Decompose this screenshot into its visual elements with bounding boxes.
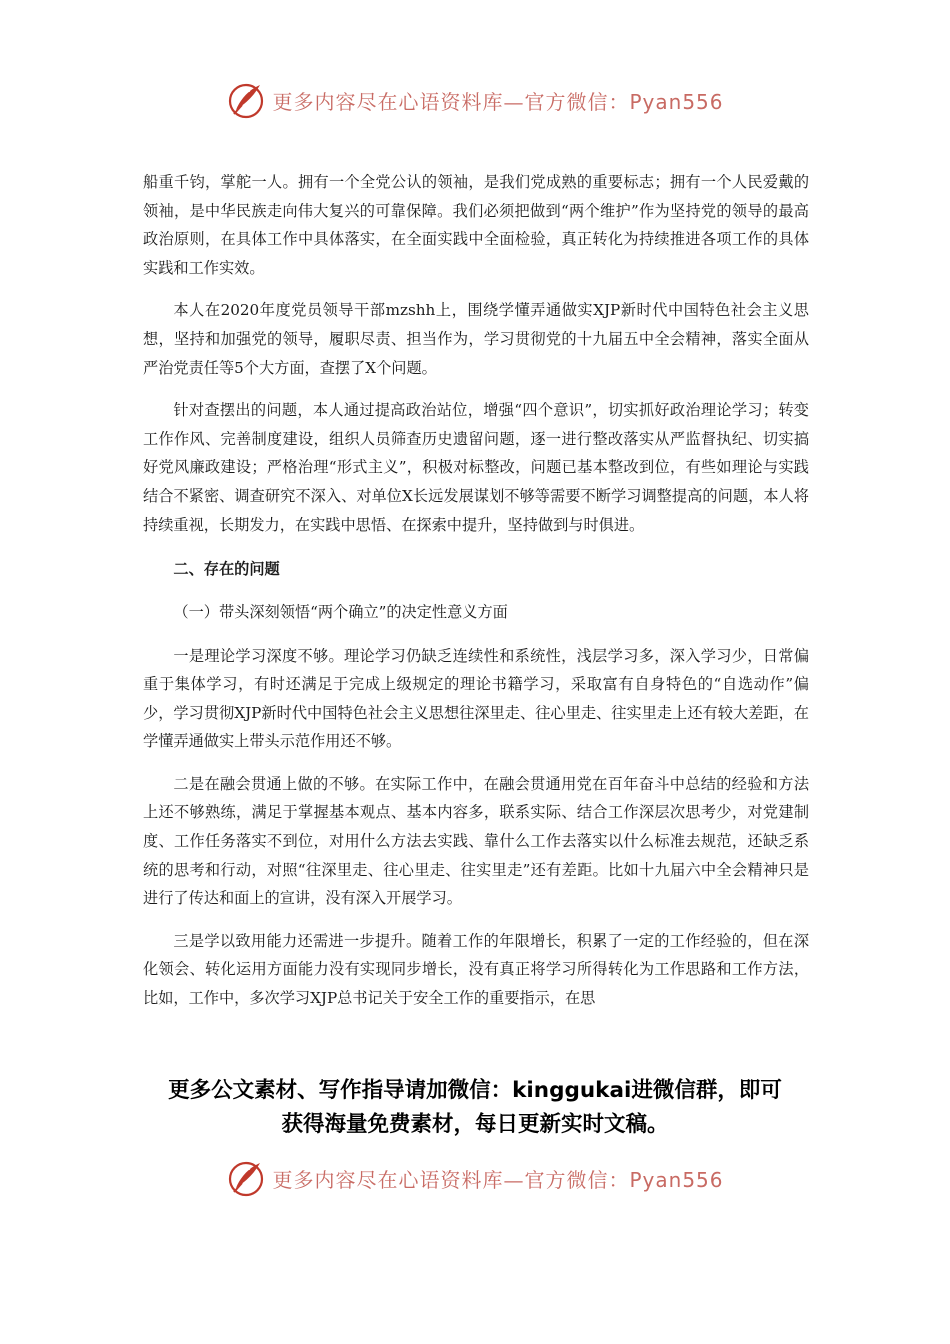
quill-logo-icon — [226, 1158, 266, 1198]
paragraph-summary: 本人在2020年度党员领导干部mzshh上，围绕学懂弄通做实XJP新时代中国特色社会主义思想，坚持和加强党的领导，履职尽责、担当作为，学习贯彻党的十九届五中全会精神，落实全面从严治党责任等5个大方面，查摆了X个问题。 — [143, 301, 809, 377]
footer-watermark-banner — [0, 1156, 950, 1200]
document-body — [143, 168, 809, 1013]
paragraph-problem-3: 三是学以致用能力还需进一步提升。随着工作的年限增长，积累了一定的工作经验的，但在深化领会、转化运用方面能力没有实现同步增长，没有真正将学习所得转化为工作思路和工作方法，比如，工作中，多次学习XJP总书记关于安全工作的重要指示，在思 — [143, 931, 809, 1008]
promo-line-1: 更多公文素材、写作指导请加微信：kinggukai进微信群，即可 — [168, 1078, 782, 1103]
banner-chinese: 更多内容尽在心语资料库—官方微信： — [272, 1167, 630, 1192]
section-heading: 二、存在的问题 — [173, 560, 280, 579]
paragraph-intro: 船重千钧，掌舵一人。拥有一个全党公认的领袖，是我们党成熟的重要标志；拥有一个人民爱戴的领袖，是中华民族走向伟大复兴的可靠保障。我们必须把做到“两个维护”作为坚持党的领导的最高政治原则，在具体工作中具体落实，在全面实践中全面检验，真正转化为持续推进各项工作的具体实践和工作实效。 — [143, 173, 809, 277]
subsection-heading: （一）带头深刻领悟“两个确立”的决定性意义方面 — [173, 603, 508, 622]
banner-text — [272, 1164, 723, 1193]
banner-text — [272, 86, 723, 115]
banner-chinese: 更多内容尽在心语资料库—官方微信： — [272, 89, 630, 114]
promo-notice — [0, 1074, 950, 1142]
paragraph-problem-2: 二是在融会贯通上做的不够。在实际工作中，在融会贯通用党在百年奋斗中总结的经验和方法上还不够熟练，满足于掌握基本观点、基本内容多，联系实际、结合工作深层次思考少，对党建制度、工作任务落实不到位，对用什么方法去实践、靠什么工作去落实以什么标准去规范，还缺乏系统的思考和行动，对照“往深里走、往心里走、往实里走”还有差距。比如十九届六中全会精神只是进行了传达和面上的宣讲，没有深入开展学习。 — [143, 774, 809, 908]
banner-wechat-id: Pyan556 — [629, 1167, 724, 1192]
promo-line-2: 获得海量免费素材，每日更新实时文稿。 — [281, 1112, 669, 1137]
paragraph-problem-1: 一是理论学习深度不够。理论学习仍缺乏连续性和系统性，浅层学习多，深入学习少，日常偏重于集体学习，有时还满足于完成上级规定的理论书籍学习，采取富有自身特色的“自选动作”偏少，学习贯彻XJP新时代中国特色社会主义思想往深里走、往心里走、往实里走上还有较大差距，在学懂弄通做实上带头示范作用还不够。 — [143, 646, 809, 751]
paragraph-rectification: 针对查摆出的问题，本人通过提高政治站位，增强“四个意识”，切实抓好政治理论学习；转变工作作风、完善制度建设，组织人员筛查历史遗留问题，逐一进行整改落实从严监督执纪、切实搞好党风廉政建设；严格治理“形式主义”，积极对标整改，问题已基本整改到位，有些如理论与实践结合不紧密、调查研究不深入、对单位X长远发展谋划不够等需要不断学习调整提高的问题，本人将持续重视，长期发力，在实践中思悟、在探索中提升，坚持做到与时俱进。 — [143, 401, 809, 534]
banner-wechat-id: Pyan556 — [629, 89, 724, 114]
quill-logo-icon — [226, 80, 266, 120]
header-watermark-banner — [0, 78, 950, 122]
